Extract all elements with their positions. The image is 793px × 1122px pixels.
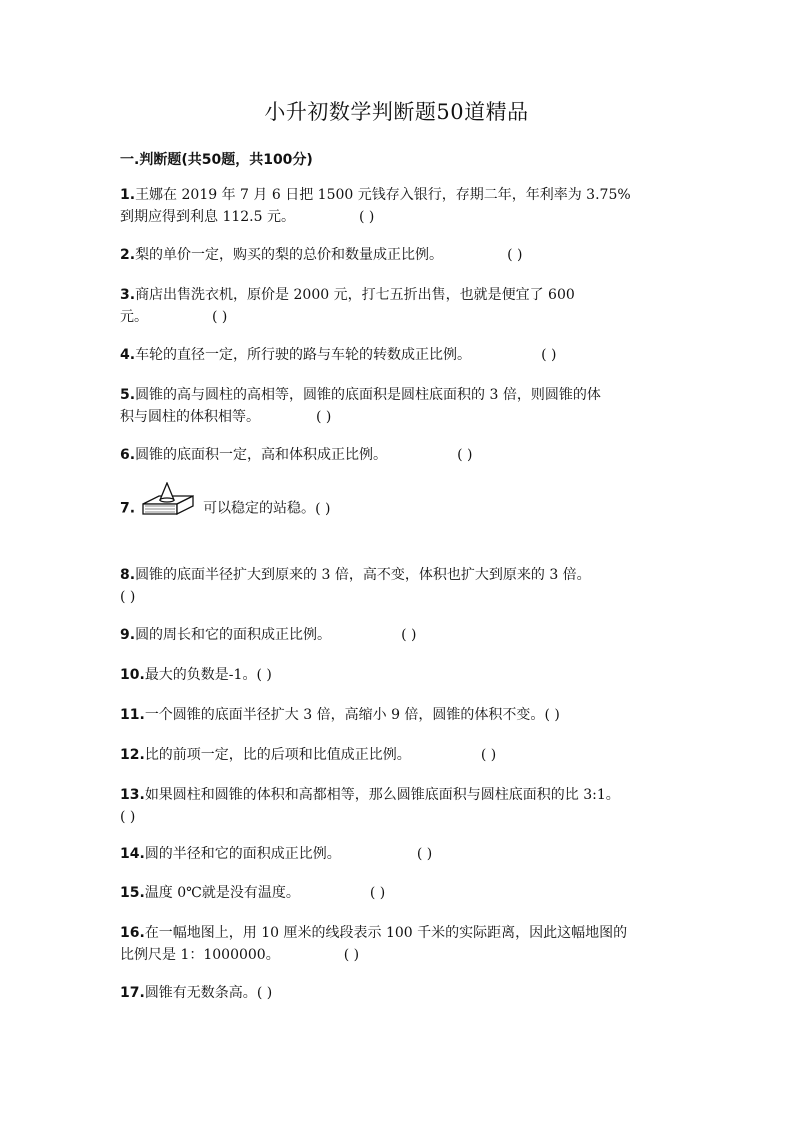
question-text: 积与圆柱的体积相等。: [120, 409, 260, 425]
answer-blank[interactable]: ( ): [457, 447, 473, 463]
answer-blank[interactable]: ( ): [120, 809, 136, 825]
question-text: 车轮的直径一定，所行驶的路与车轮的转数成正比例。: [135, 347, 472, 363]
question-number: 5.: [120, 387, 136, 403]
answer-blank[interactable]: ( ): [507, 247, 523, 263]
question-text: 最大的负数是-1。: [144, 667, 257, 683]
answer-blank[interactable]: ( ): [541, 347, 557, 363]
question-text: 梨的单价一定，购买的梨的总价和数量成正比例。: [135, 247, 444, 263]
question-number: 15.: [120, 885, 145, 901]
question-9: [120, 624, 680, 646]
question-15: [120, 882, 680, 904]
question-1: [120, 184, 680, 228]
question-6: [120, 444, 680, 466]
question-2: [120, 244, 680, 266]
question-8: [120, 564, 680, 608]
question-number: 17.: [120, 985, 145, 1001]
answer-blank[interactable]: ( ): [544, 707, 560, 723]
question-text: 圆锥有无数条高。: [144, 985, 257, 1001]
question-number: 9.: [120, 627, 136, 643]
question-7: [120, 486, 680, 517]
question-number: 7.: [120, 500, 136, 517]
question-text: 在一幅地图上，用 10 厘米的线段表示 100 千米的实际距离，因此这幅地图的: [144, 925, 628, 941]
answer-blank[interactable]: ( ): [256, 667, 272, 683]
question-number: 3.: [120, 287, 136, 303]
question-number: 16.: [120, 925, 145, 941]
question-number: 13.: [120, 787, 145, 803]
answer-blank[interactable]: ( ): [369, 885, 386, 901]
question-number: 1.: [120, 187, 136, 203]
question-text: 元。: [120, 309, 148, 325]
question-text: 温度 0℃就是没有温度。: [144, 885, 300, 901]
question-number: 2.: [120, 247, 136, 263]
answer-blank[interactable]: ( ): [256, 985, 273, 1001]
question-16: [120, 922, 680, 966]
answer-blank[interactable]: ( ): [343, 947, 360, 963]
question-number: 12.: [120, 747, 145, 763]
question-4: [120, 344, 680, 366]
question-5: [120, 384, 680, 428]
page-title: 小升初数学判断题50道精品: [264, 100, 529, 124]
question-text: 圆锥的高与圆柱的高相等，圆锥的底面积是圆柱底面积的 3 倍，则圆锥的体: [135, 387, 601, 403]
answer-blank[interactable]: ( ): [315, 500, 331, 517]
answer-blank[interactable]: ( ): [416, 846, 433, 862]
question-11: [120, 704, 680, 726]
question-number: 4.: [120, 347, 136, 363]
question-text: 圆锥的底面半径扩大到原来的 3 倍，高不变，体积也扩大到原来的 3 倍。: [135, 567, 591, 583]
question-number: 14.: [120, 846, 145, 862]
question-14: [120, 843, 680, 865]
question-text: 圆锥的底面积一定，高和体积成正比例。: [135, 447, 388, 463]
answer-blank[interactable]: ( ): [401, 627, 417, 643]
question-text: 比例尺是 1：1000000。: [120, 947, 280, 963]
question-10: [120, 664, 680, 686]
question-text: 比的前项一定，比的后项和比值成正比例。: [144, 747, 411, 763]
question-number: 10.: [120, 667, 145, 683]
question-text: 一个圆锥的底面半径扩大 3 倍，高缩小 9 倍，圆锥的体积不变。: [144, 707, 545, 723]
cone-on-block-figure: [139, 482, 197, 527]
question-text: 如果圆柱和圆锥的体积和高都相等，那么圆锥底面积与圆柱底面积的比 3:1。: [144, 787, 620, 803]
question-12: [120, 744, 680, 766]
question-text: 商店出售洗衣机，原价是 2000 元，打七五折出售，也就是便宜了 600: [135, 287, 575, 303]
question-number: 11.: [120, 707, 145, 723]
answer-blank[interactable]: ( ): [212, 309, 228, 325]
question-text: 到期应得到利息 112.5 元。: [120, 209, 295, 225]
answer-blank[interactable]: ( ): [358, 209, 375, 225]
question-number: 6.: [120, 447, 136, 463]
answer-blank[interactable]: ( ): [120, 589, 136, 605]
question-text: 王娜在 2019 年 7 月 6 日把 1500 元钱存入银行，存期二年，年利率为 3.75%: [135, 187, 631, 203]
question-13: [120, 784, 680, 828]
question-text: 可以稳定的站稳。: [203, 500, 316, 517]
section-heading: 一.判断题(共50题，共100分): [120, 152, 313, 168]
question-17: [120, 982, 680, 1004]
question-text: 圆的周长和它的面积成正比例。: [135, 627, 332, 643]
answer-blank[interactable]: ( ): [316, 409, 332, 425]
question-text: 圆的半径和它的面积成正比例。: [144, 846, 341, 862]
question-number: 8.: [120, 567, 136, 583]
question-3: [120, 284, 680, 328]
answer-blank[interactable]: ( ): [480, 747, 497, 763]
